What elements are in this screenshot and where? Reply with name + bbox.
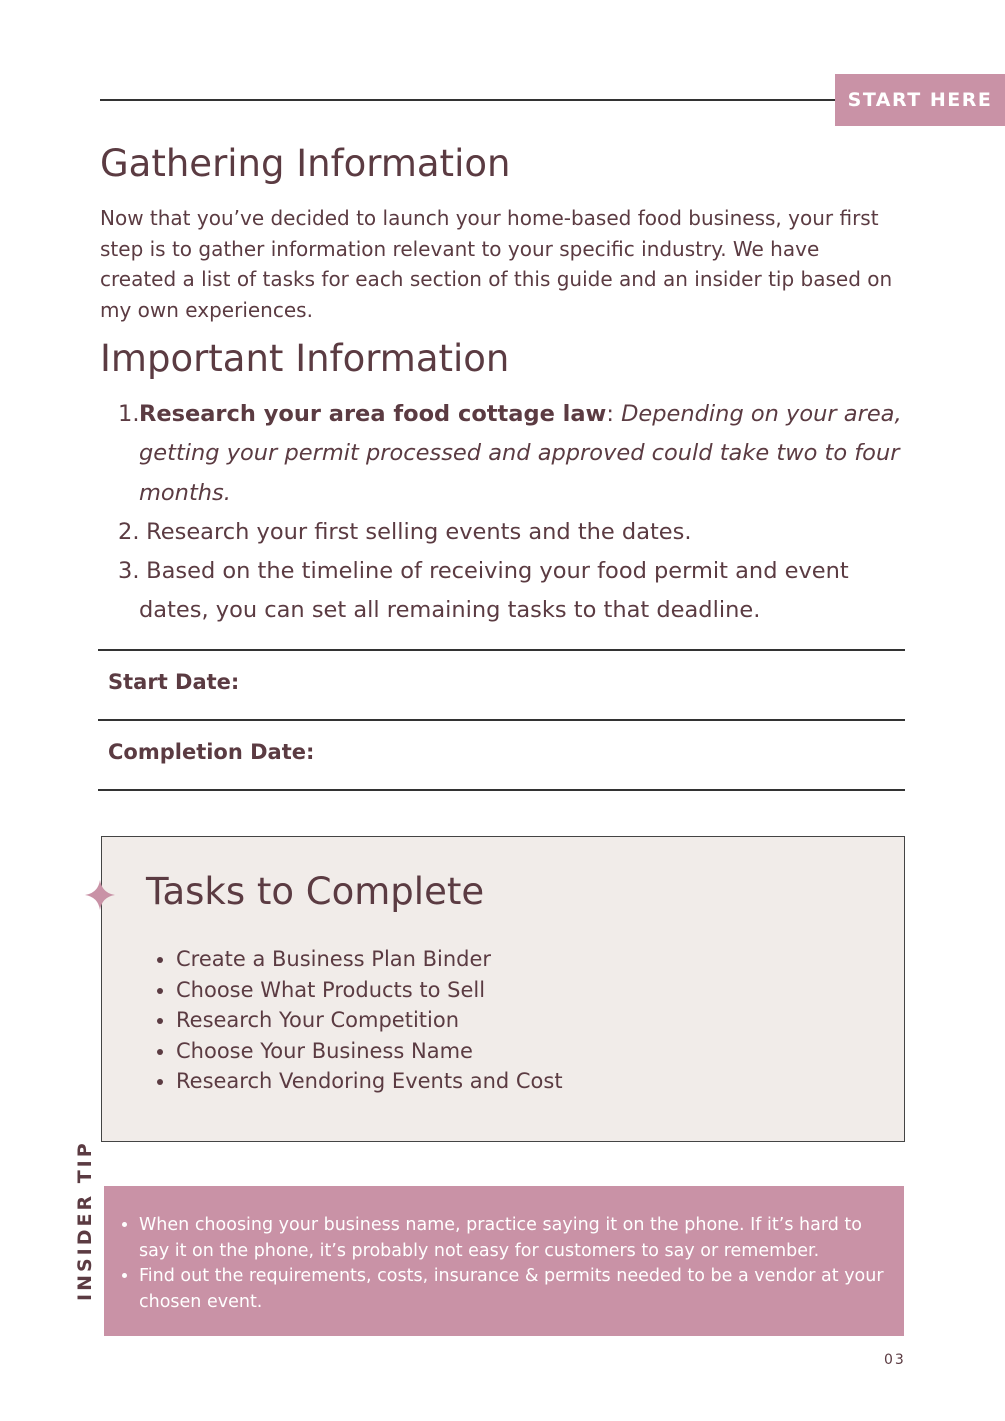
insider-tip-box xyxy=(104,1186,904,1336)
item-number: 1. xyxy=(118,401,140,427)
list-item xyxy=(118,552,908,631)
section-title: Important Information xyxy=(100,337,510,380)
start-here-badge: START HERE xyxy=(835,74,1005,126)
insider-tip-label: INSIDER TIP xyxy=(74,1140,96,1301)
list-item xyxy=(118,395,908,513)
start-date-label: Start Date: xyxy=(108,670,240,694)
completion-date-label: Completion Date: xyxy=(108,740,315,764)
page-number: 03 xyxy=(884,1352,906,1368)
list-item xyxy=(118,513,908,552)
page-title: Gathering Information xyxy=(100,142,511,185)
tip-item: • Find out the requirements, costs, insurance & permits needed to be a vendor at your chosen event. xyxy=(139,1264,884,1315)
task-item: • Create a Business Plan Binder xyxy=(176,944,563,975)
item-text: Research your first selling events and the dates. xyxy=(146,518,692,545)
divider xyxy=(98,649,905,651)
important-list xyxy=(118,395,908,631)
item-number: 3. xyxy=(118,558,140,585)
item-italic: Depending on your area, getting your permit processed and approved could take two to four months. xyxy=(139,401,902,506)
sparkle-icon xyxy=(85,880,115,910)
intro-paragraph: Now that you’ve decided to launch your home-based food business, your first step is to gather information relevant to your specific industry. We have created a list of tasks for each section of this guide and an insider tip based on my own experiences. xyxy=(100,206,893,322)
item-number: 2. xyxy=(118,518,140,545)
tip-item: • When choosing your business name, practice saying it on the phone. If it’s hard to say it on the phone, it’s probably not easy for customers to say or remember. xyxy=(139,1213,884,1264)
item-bold: Research your area food cottage law xyxy=(139,401,607,427)
tasks-title: Tasks to Complete xyxy=(146,870,485,913)
task-item: • Choose What Products to Sell xyxy=(176,975,563,1006)
completion-date-field[interactable] xyxy=(98,789,905,791)
tasks-list xyxy=(150,944,563,1097)
item-text: Based on the timeline of receiving your food permit and event dates, you can set all remaining tasks to that deadline. xyxy=(139,558,849,624)
task-item: • Research Your Competition xyxy=(176,1005,563,1036)
start-date-field[interactable] xyxy=(98,719,905,721)
item-sep: : xyxy=(606,401,622,427)
header-rule xyxy=(100,99,836,101)
task-item: • Choose Your Business Name xyxy=(176,1036,563,1067)
task-item: • Research Vendoring Events and Cost xyxy=(176,1066,563,1097)
